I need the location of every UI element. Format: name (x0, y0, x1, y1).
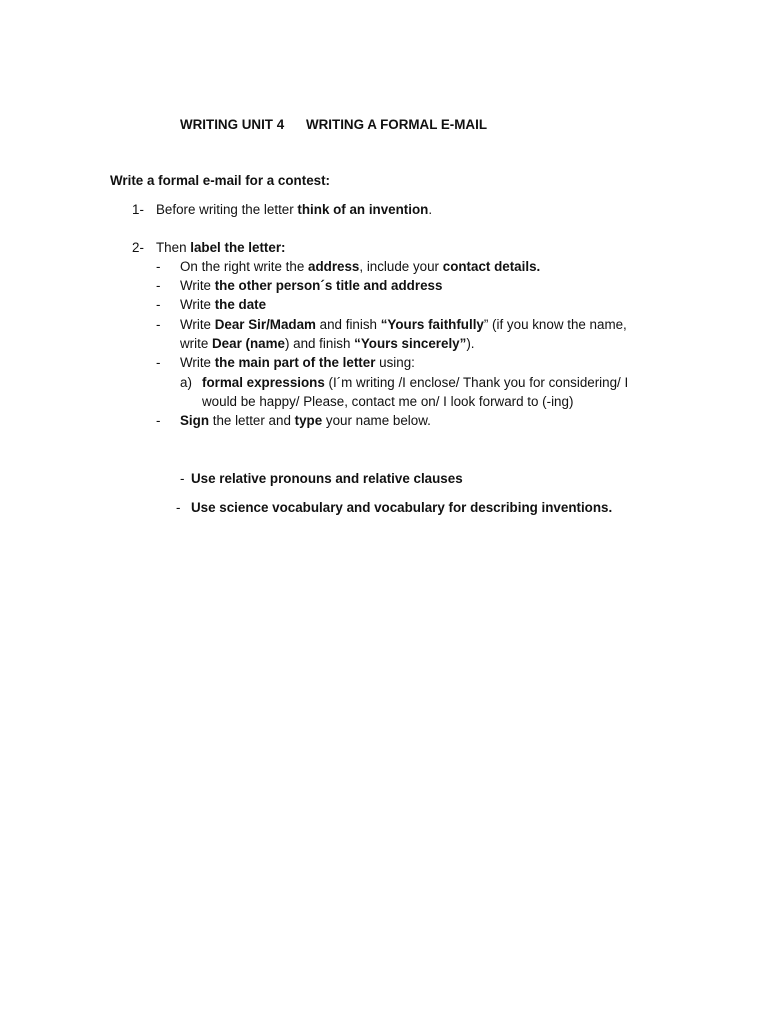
bullet-address: On the right write the address, include your contact details. (180, 259, 541, 274)
bullet-dash: - (156, 259, 161, 274)
intro-heading: Write a formal e-mail for a contest: (110, 173, 331, 188)
bullet-date: Write the date (180, 297, 267, 312)
sub-item-line-1: formal expressions (I´m writing /I enclose/ Thank you for considering/ I (202, 375, 629, 390)
topic-title: WRITING A FORMAL E-MAIL (306, 117, 487, 132)
bullet-main-part: Write the main part of the letter using: (180, 355, 415, 370)
extra-dash: - (180, 471, 185, 486)
step-1-text: Before writing the letter think of an invention. (156, 202, 433, 217)
sub-item-line-2: would be happy/ Please, contact me on/ I look forward to (-ing) (202, 394, 574, 409)
bullet-greeting-line-2: write Dear (name) and finish “Yours sincerely”). (180, 336, 475, 351)
extra-dash: - (176, 500, 181, 515)
bullet-dash: - (156, 413, 161, 428)
bullet-dash: - (156, 317, 161, 332)
sub-item-marker: a) (180, 375, 192, 390)
bullet-dash: - (156, 355, 161, 370)
step-1-marker: 1- (132, 202, 144, 217)
bullet-dash: - (156, 297, 161, 312)
extra-relative-clauses: Use relative pronouns and relative clauses (191, 471, 463, 486)
bullet-greeting-line-1: Write Dear Sir/Madam and finish “Yours faithfully” (if you know the name, (180, 317, 627, 332)
bullet-dash: - (156, 278, 161, 293)
step-2-text: Then label the letter: (156, 240, 286, 255)
bullet-recipient: Write the other person´s title and address (180, 278, 443, 293)
bullet-sign: Sign the letter and type your name below. (180, 413, 431, 428)
unit-title: WRITING UNIT 4 (180, 117, 285, 132)
extra-vocabulary: Use science vocabulary and vocabulary for describing inventions. (191, 500, 613, 515)
step-2-marker: 2- (132, 240, 144, 255)
